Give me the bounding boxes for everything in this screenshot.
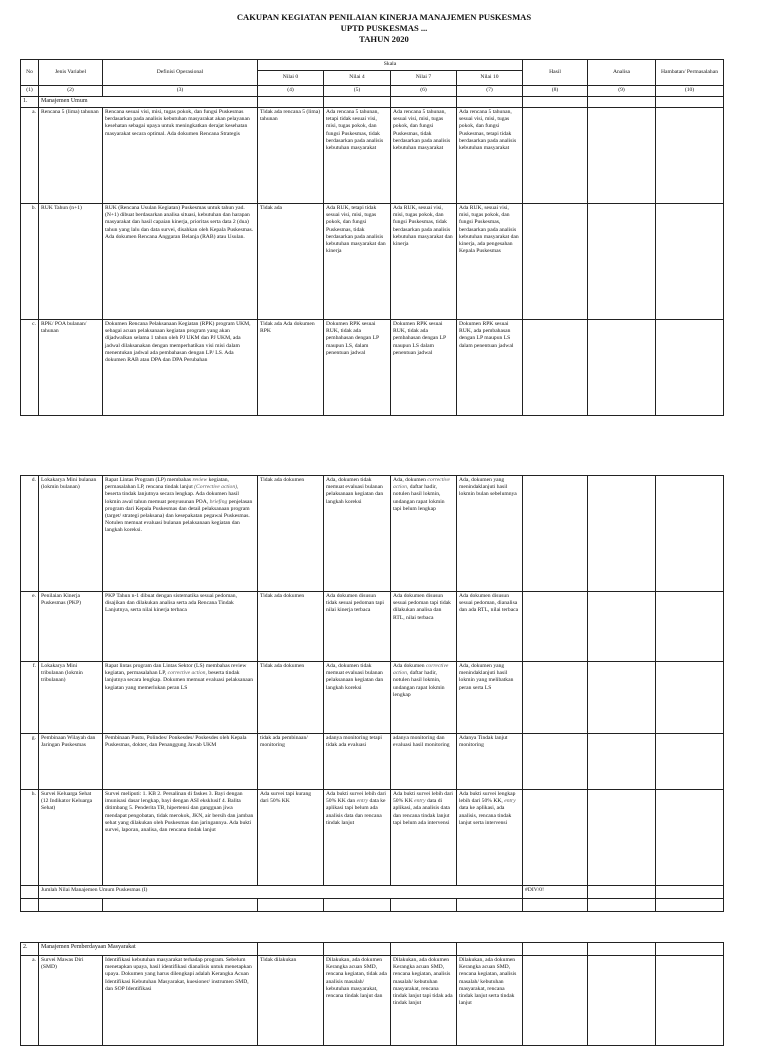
table-row [21,320,724,416]
row-letter: f. [21,662,39,734]
section-no: 1. [21,97,39,108]
row-nilai4: Dilakukan, ada dokumen Kerangka acuan SMD, rencana kegiatan, tidak ada analisis masalah/ kebutuhan masyarakat, rencana tindak lanjut dan [324,956,391,1046]
row-hambatan [656,108,724,204]
table-row [21,108,724,204]
row-nilai7 [391,790,457,886]
row-definisi [103,662,258,734]
row-definisi: Survei meliputi: 1. KB 2. Persalinan di faskes 3. Bayi dengan imunisasi dasar lengkap, bayi dengan ASI eksklusif 4. Balita ditimbang 5. Penderita TB, hipertensi dan gangguan jiwa mendapat pengobatan, tidak merokok, JKN, air bersih dan jamban sehat yang dilakukan oleh Puskesmas dan jaringannya. Ada bukti survei, laporan, analisa, dan rencana tindak lanjut [103,790,258,886]
definisi-text: kegiatan, permasalahan LP, rencana tindak lanjut [105,477,229,491]
total-row [21,886,724,899]
nilai-text: Ada bukti survei lebih dari 50% KK dan [326,791,386,805]
row-hambatan [656,592,724,662]
table-row [21,204,724,320]
row-nilai7 [391,662,457,734]
row-nilai4: Ada, dokumen tidak memuat evaluasi bulanan pelaksanaan kegiatan dan langkah koreksi [324,476,391,592]
row-nilai10: Ada, dokumen yang menindaklanjuti hasil lokmin bulan sebelumnya [457,476,523,592]
row-letter: a. [21,108,39,204]
row-definisi: Rencana sesuai visi, misi, tugas pokok, dan fungsi Puskesmas berdasarkan pada analisis kebutuhan masyarakat akan pelayanan kesehatan sebagai upaya untuk meningkatkan derajat kesehatan masyarakat secara optimal. Ada dokumen Rencana Strategis [103,108,258,204]
row-nilai10: Ada, dokumen yang menindaklanjuti hasil lokmin yang melibatkan peran serta LS [457,662,523,734]
table-row [21,592,724,662]
col-number: (2) [39,86,103,97]
section-row [21,943,724,956]
row-analisa [588,662,656,734]
total-label: Jumlah Nilai Manajemen Umum Puskesmas (I) [39,886,523,899]
header-definisi: Definisi Operasional [103,60,258,86]
col-number: (6) [391,86,457,97]
definisi-italic: briefing [209,498,228,505]
nilai-text: daftar hadir, notulen hasil lokmin, undangan rapat lokmin tapi belum lengkap [393,484,445,512]
row-nilai7: Ada RUK, sesuai visi, misi, tugas pokok, dan fungsi Puskesmas, tidak berdasarkan pada analisis kebutuhan masyarakat dan kinerja [391,204,457,320]
row-hambatan [656,320,724,416]
definisi-italic: corrective action, [167,670,207,677]
doc-title-line1: CAKUPAN KEGIATAN PENILAIAN KINERJA MANAJEMEN PUSKESMAS [236,12,532,22]
row-hasil [523,320,588,416]
row-hasil [523,108,588,204]
row-nilai7 [391,476,457,592]
col-number: (3) [103,86,258,97]
nilai-italic: entry [414,798,426,805]
header-hambatan: Hambatan/ Permasalahan [656,60,724,86]
row-hasil [523,592,588,662]
row-nilai4: Dokumen RPK sesuai RUK, tidak ada pembahasan dengan LP maupun LS, dalam penentuan jadwal [324,320,391,416]
row-nilai0: Tidak ada [258,204,324,320]
row-analisa [588,734,656,790]
definisi-italic: (Corrective action), [194,484,239,491]
definisi-italic: review [192,477,208,483]
col-number: (10) [656,86,724,97]
row-analisa [588,108,656,204]
row-nilai10: Ada dokumen disusun sesuai pedoman, dianalisa dan ada RTL, nilai terbaca [457,592,523,662]
section-title: Manajemen Umum [39,97,258,108]
definisi-text: penjelasan program dari Kepala Puskesmas dan detail pelaksanaan program (target/ strategi pelaksana) dan kesepakatan pegawai Puskesmas. Notulen memuat evaluasi bulanan pelaksanaan kegiatan dan langkah koreksi. [105,498,253,534]
col-number: (7) [457,86,523,97]
row-letter: h. [21,790,39,886]
row-definisi: Pembinaan Pustu, Polindes/ Ponkesdes/ Poskesdes oleh Kepala Puskesmas, dokter, dan Penanggung Jawab UKM [103,734,258,790]
row-analisa [588,320,656,416]
definisi-text: beserta tindak lanjutnya secara lengkap. Dokumen memuat evaluasi pelaksanaan kegiatan yang memerlukan peran LS [105,670,254,691]
row-nilai7: Dokumen RPK sesuai RUK, tidak ada pembahasan dengan LP maupun LS dalam penentuan jadwal [391,320,457,416]
table-row [21,476,724,592]
nilai-text: data ke aplikasi tapi belum ada analisis data dan rencana tindak lanjut [326,798,386,826]
row-nilai7: Dilakukan, ada dokumen Kerangka acuan SMD, rencana kegiatan, analisis masalah/ kebutuhan masyarakat, rencana tindak lanjut tapi tidak ada tindak lanjut [391,956,457,1046]
row-nilai0: Ada survei tapi kurang dari 50% KK [258,790,324,886]
table-row [21,790,724,886]
header-nilai0: Nilai 0 [258,71,324,86]
row-nilai10: Adanya Tindak lanjut monitoring [457,734,523,790]
row-jenis: RUK Tahun (n+1) [39,204,103,320]
nilai-text: data ke aplikasi, ada analisis, rencana tindak lanjut serta intervensi [459,805,512,826]
row-analisa [588,592,656,662]
row-hasil [523,662,588,734]
row-hambatan [656,662,724,734]
header-no: No [21,60,39,86]
row-analisa [588,204,656,320]
empty-row [21,899,724,912]
row-nilai0: Tidak ada dokumen [258,662,324,734]
nilai-text: Ada bukti survei lebih dari 50% KK [393,791,453,805]
row-definisi: Identifikasi kebutuhan masyarakat terhadap program. Sebelum menetapkan upaya, hasil identifikasi dianalisis untuk menetapkan upaya. Dokumen yang harus dilengkapi adalah Kerangka Acuan Identifikasi Kebutuhan Masyarakat, kuesioner/ instrumen SMD, dan SOP Identifikasi [103,956,258,1046]
row-hambatan [656,790,724,886]
row-jenis: Survei Mawas Diri (SMD) [39,956,103,1046]
row-definisi [103,476,258,592]
row-hambatan [656,204,724,320]
row-hambatan [656,956,724,1046]
col-number: (1) [21,86,39,97]
row-nilai0: Tidak ada rencana 5 (lima) tahunan [258,108,324,204]
row-nilai7: Ada rencana 5 tahunan, sesuai visi, misi, tugas pokok, dan fungsi Puskesmas, tidak berdasarkan pada analisis kebutuhan masyarakat [391,108,457,204]
row-jenis: RPK/ POA bulanan/ tahunan [39,320,103,416]
col-number: (5) [324,86,391,97]
header-jenis: Jenis Variabel [39,60,103,86]
row-nilai4: adanya monitoring tetapi tidak ada evaluasi [324,734,391,790]
col-number: (4) [258,86,324,97]
row-nilai10: Dokumen RPK sesuai RUK, ada pembahasan dengan LP maupun LS dalam penentuan jadwal [457,320,523,416]
section-row [21,97,724,108]
row-hasil [523,476,588,592]
row-jenis: Pembinaan Wilayah dan Jaringan Puskesmas [39,734,103,790]
row-nilai4: Ada rencana 5 tahunan, tetapi tidak sesuai visi, misi, tugas pokok, dan fungsi Puskesmas, tidak berdasarkan pada analisis kebutuhan masyarakat [324,108,391,204]
nilai-text: Ada bukti survei lengkap lebih dari 50% KK, [459,791,516,805]
nilai-text: Ada dokumen [393,663,425,669]
total-hasil: #DIV/0! [523,886,588,899]
nilai-text: data di aplikasi, ada analisis data dan rencana tindak lanjut tapi belum ada intervensi [393,798,450,826]
nilai-text: daftar hadir, notulen hasil lokmin, undangan rapat lokmin lengkap [393,670,445,698]
row-analisa [588,790,656,886]
header-nilai10: Nilai 10 [457,71,523,86]
row-hasil [523,790,588,886]
definisi-text: Rapat lintas program dan Lintas Sektor (LS) membahas review kegiatan, permasalahan LP, [105,663,247,677]
row-jenis: Lokakarya Mini bulanan (lokmin bulanan) [39,476,103,592]
nilai-italic: corrective action, [393,663,449,677]
section-title: Manajemen Pemberdayaan Masyarakat [39,943,258,956]
row-nilai10: Ada rencana 5 tahunan, sesuai visi, misi, tugas pokok, dan fungsi Puskesmas, tetapi tidak berdasarkan pada analisis kebutuhan masyarakat [457,108,523,204]
table-page2 [20,475,724,912]
row-letter: d. [21,476,39,592]
header-analisa: Analisa [588,60,656,86]
header-nilai4: Nilai 4 [324,71,391,86]
row-jenis: Penilaian Kinerja Puskesmas (PKP) [39,592,103,662]
row-hasil [523,204,588,320]
row-nilai0: Tidak ada Ada dokumen RPK [258,320,324,416]
row-jenis: Survei Keluarga Sehat (12 Indikator Keluarga Sehat) [39,790,103,886]
row-hambatan [656,734,724,790]
table-row [21,956,724,1046]
nilai-italic: corrective action, [393,477,450,491]
doc-title-line3: TAHUN 2020 [359,34,409,44]
row-hambatan [656,476,724,592]
row-nilai10: Ada RUK, sesuai visi, misi, tugas pokok, dan fungsi Puskesmas, berdasarkan pada analisis kebutuhan masyarakat dan kinerja, ada pengesahan Kepala Puskesmas [457,204,523,320]
row-nilai7: Ada dokumen disusun sesuai pedoman tapi tidak dilakukan analisa dan RTL, nilai terbaca [391,592,457,662]
header-hasil: Hasil [523,60,588,86]
row-nilai4: Ada, dokumen tidak memuat evaluasi bulanan pelaksanaan kegiatan dan langkah koreksi [324,662,391,734]
row-nilai4 [324,790,391,886]
row-definisi: RUK (Rencana Usulan Kegiatan) Puskesmas untuk tahun yad. (N+1) dibuat berdasarkan analisa situasi, kebutuhan dan harapan masyarakat dan hasil capaian kinerja, prioritas serta data 2 (dua) tahun yang lalu dan data survei, disahkan oleh Kepala Puskesmas. Ada dokumen Rencana Anggaran Belanja (RAB) atau Usulan. [103,204,258,320]
col-number: (9) [588,86,656,97]
row-letter: e. [21,592,39,662]
row-nilai4: Ada RUK, tetapi tidak sesuai visi, misi, tugas pokok, dan fungsi Puskesmas, tidak berdasarkan pada analisis kebutuhan masyarakat dan kinerja [324,204,391,320]
table-page1 [20,59,724,416]
row-jenis: Lokakarya Mini tribulanan (lokmin tribulanan) [39,662,103,734]
nilai-italic: entry [504,798,516,805]
row-nilai10: Dilakukan, ada dokumen Kerangka acuan SMD, rencana kegiatan, analisis masalah/ kebutuhan masyarakat, rencana tindak lanjut serta tindak lanjut [457,956,523,1046]
definisi-text: beserta tindak lanjutnya secara lengkap. Ada dokumen hasil lokmin awal tahun memuat penyusunan POA, [105,491,239,505]
col-number: (8) [523,86,588,97]
nilai-text: Ada, dokumen [393,477,426,483]
header-nilai7: Nilai 7 [391,71,457,86]
row-definisi: Dokumen Rencana Pelaksanaan Kegiatan (RPK) program UKM, sebagai acuan pelaksanaan kegiatan program yang akan dijadwalkan selama 1 tahun oleh PJ UKM dan PJ UKM, ada jadwal dilaksanakan dengan memperhatikan visi misi dalam menentukan jadwal ada pembahasan dengan LP/ LS. Ada dokumen RAB atau DPA dan DPA Perubahan [103,320,258,416]
table-page3 [20,942,724,1046]
row-nilai0: Tidak ada dokumen [258,476,324,592]
row-hasil [523,734,588,790]
section-no: 2. [21,943,39,956]
row-hasil [523,956,588,1046]
row-definisi: PKP Tahun n-1 dibuat dengan sistematika sesuai pedoman, disajikan dan dilakukan analisa serta ada Rencana Tindak Lanjutnya, serta nilai kinerja terbaca [103,592,258,662]
row-nilai10 [457,790,523,886]
table-row [21,734,724,790]
row-jenis: Rencana 5 (lima) tahunan [39,108,103,204]
row-nilai0: tidak ada pembinaan/ monitoring [258,734,324,790]
doc-title-line2: UPTD PUSKESMAS ... [340,23,428,33]
row-analisa [588,476,656,592]
nilai-italic: entry [356,798,369,805]
table-row [21,662,724,734]
definisi-text: Rapat Lintas Program (LP) membahas [105,477,192,483]
row-letter: c. [21,320,39,416]
header-skala: Skala [258,60,523,71]
row-letter: g. [21,734,39,790]
row-nilai0: Tidak ada dokumen [258,592,324,662]
row-nilai7: adanya monitoring dan evaluasi hasil monitoring [391,734,457,790]
row-letter: b. [21,204,39,320]
row-nilai0: Tidak dilakukan [258,956,324,1046]
row-nilai4: Ada dokumen disusun tidak sesuai pedoman tapi nilai kinerja terbaca [324,592,391,662]
row-letter: a. [21,956,39,1046]
row-analisa [588,956,656,1046]
